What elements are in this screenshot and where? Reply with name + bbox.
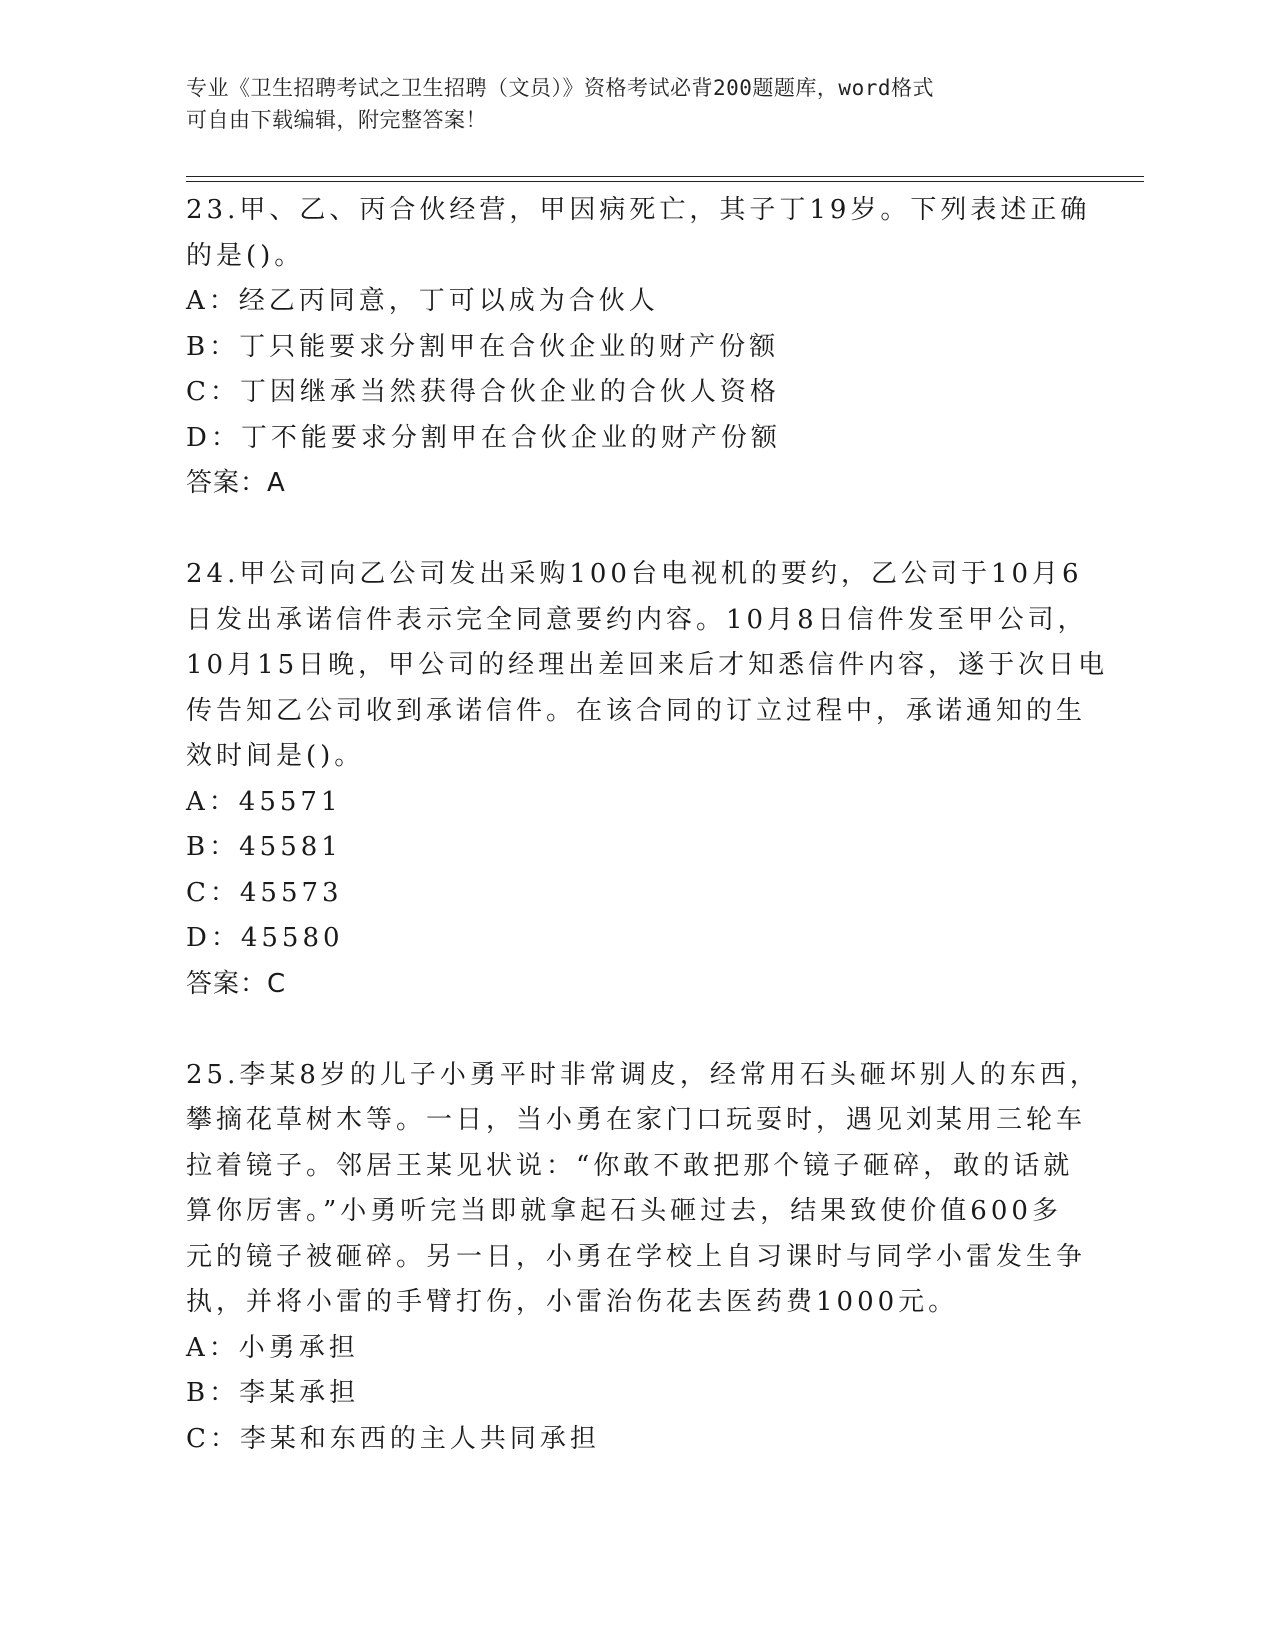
option-c: C：45573 [186,877,343,908]
question-stem-line: 24.甲公司向乙公司发出采购100台电视机的要约，乙公司于10月6 [186,559,1083,589]
option-b: B：45581 [186,832,342,862]
question-stem-line: 算你厉害。”小勇听完当即就拿起石头砸过去，结果致使价值600多 [186,1196,1062,1226]
question-stem-line: 日发出承诺信件表示完全同意要约内容。10月8日信件发至甲公司， [186,604,1088,635]
question-stem-line: 攀摘花草树木等。一日，当小勇在家门口玩耍时，遇见刘某用三轮车 [186,1105,1087,1135]
header-divider-bottom [186,181,1144,182]
option-b: B：丁只能要求分割甲在合伙企业的财产份额 [186,331,780,362]
question-list [186,188,1109,1462]
question-stem-line: 传告知乙公司收到承诺信件。在该合同的订立过程中，承诺通知的生 [186,695,1087,726]
header-line-2: 可自由下载编辑，附完整答案！ [186,108,487,132]
option-c: C：李某和东西的主人共同承担 [186,1423,600,1454]
question-25 [186,1053,1100,1463]
option-a: A：小勇承担 [186,1332,359,1363]
document-header [186,72,1066,136]
answer-line: 答案：A [186,468,286,498]
option-c: C：丁因继承当然获得合伙企业的合伙人资格 [186,377,780,407]
header-line-1: 专业《卫生招聘考试之卫生招聘（文员）》资格考试必背200题题库，word格式 [186,76,934,100]
question-stem-line: 元的镜子被砸碎。另一日，小勇在学校上自习课时与同学小雷发生争 [186,1241,1087,1272]
option-b: B：李某承担 [186,1378,360,1408]
option-d: D：45580 [186,923,344,953]
answer-line: 答案：C [186,968,287,999]
question-stem-line: 23.甲、乙、丙合伙经营，甲因病死亡，其子丁19岁。下列表述正确 [186,195,1091,225]
question-stem-line: 效时间是()。 [186,741,365,771]
question-spacer [186,507,1086,553]
question-23 [186,188,1091,507]
option-a: A：45571 [186,786,342,817]
question-stem-line: 执，并将小雷的手臂打伤，小雷治伤花去医药费1000元。 [186,1287,959,1317]
question-stem-line: 10月15日晚，甲公司的经理出差回来后才知悉信件内容，遂于次日电 [186,650,1109,680]
question-24 [186,552,1109,1007]
option-d: D：丁不能要求分割甲在合伙企业的财产份额 [186,422,781,453]
header-divider-top [186,176,1144,177]
question-stem-line: 25.李某8岁的儿子小勇平时非常调皮，经常用石头砸坏别人的东西， [186,1059,1100,1090]
question-stem-line: 拉着镜子。邻居王某见状说：“你敢不敢把那个镜子砸碎，敢的话就 [186,1150,1074,1181]
option-a: A：经乙丙同意，丁可以成为合伙人 [186,286,659,316]
question-stem-line: 的是()。 [186,240,305,271]
question-spacer [186,1007,1086,1053]
